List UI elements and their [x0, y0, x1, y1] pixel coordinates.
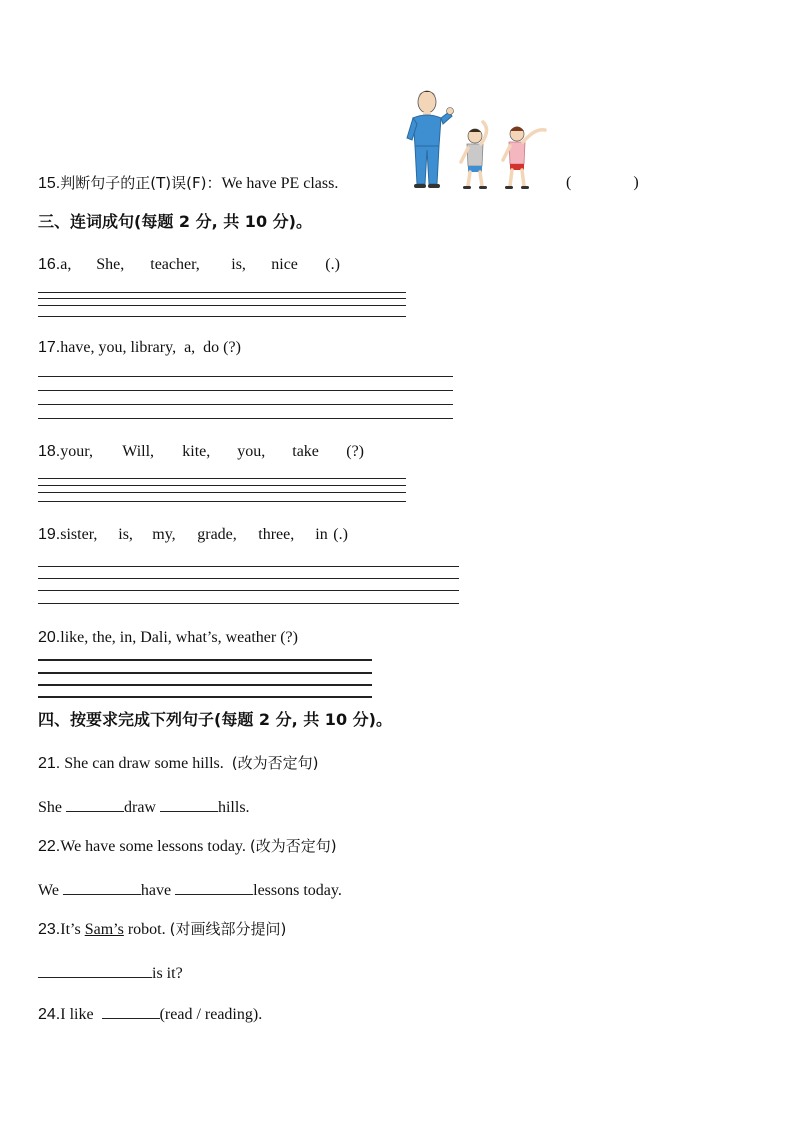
question-sentence: She can draw some hills. [64, 755, 224, 772]
question-number: 22. [38, 838, 61, 855]
question-sentence: I like [60, 1006, 94, 1023]
answer-line[interactable] [38, 376, 453, 377]
question-15 [38, 173, 338, 194]
answer-22 [38, 878, 342, 901]
question-23 [38, 919, 286, 940]
word: a, [184, 339, 196, 356]
fill-blank[interactable] [175, 878, 253, 895]
question-number: 23. [38, 921, 61, 938]
question-sentence: We have PE class. [221, 175, 339, 192]
word: in, [119, 629, 137, 646]
word: is, [118, 526, 133, 543]
answer-text: lessons today. [253, 882, 342, 899]
question-number: 19. [38, 526, 61, 543]
answer-line[interactable] [38, 566, 459, 567]
word: like, [60, 629, 89, 646]
answer-line[interactable] [38, 485, 406, 486]
answer-line[interactable] [38, 684, 372, 686]
word: three, [258, 526, 295, 543]
question-number: 15. [38, 175, 61, 192]
word: you, [98, 339, 127, 356]
word: (.) [325, 256, 340, 273]
question-instruction: (改为否定句) [231, 754, 319, 772]
question-number: 24. [38, 1006, 61, 1023]
word: library, [130, 339, 177, 356]
question-22 [38, 836, 337, 857]
word: weather [225, 629, 277, 646]
question-16 [38, 255, 340, 275]
question-number: 20. [38, 629, 61, 646]
word: (.) [333, 526, 348, 543]
fill-blank[interactable] [66, 795, 124, 812]
fill-blank[interactable] [102, 1002, 160, 1019]
question-number: 17. [38, 339, 61, 356]
answer-line[interactable] [38, 404, 453, 405]
underlined-word: Sam’s [84, 921, 124, 938]
answer-line[interactable] [38, 603, 459, 604]
answer-line[interactable] [38, 590, 459, 591]
question-number: 18. [38, 443, 61, 460]
answer-text: hills. [217, 799, 250, 816]
word: the, [92, 629, 116, 646]
bracket-open: ( [566, 174, 572, 191]
word: (?) [346, 443, 365, 460]
question-number: 16. [38, 256, 61, 273]
answer-line[interactable] [38, 578, 459, 579]
word: do [203, 339, 220, 356]
question-21 [38, 753, 319, 774]
word: (?) [223, 339, 241, 356]
word: kite, [182, 443, 211, 460]
question-18 [38, 442, 364, 462]
answer-bracket[interactable] [566, 173, 639, 193]
answer-line[interactable] [38, 478, 406, 479]
fill-blank[interactable] [160, 795, 218, 812]
answer-line[interactable] [38, 696, 372, 698]
question-instruction: (改为否定句) [249, 837, 337, 855]
question-sentence: We have some lessons today. [60, 838, 246, 855]
word: have, [60, 339, 95, 356]
section-4-heading: 四、按要求完成下列句子(每题 2 分, 共 10 分)。 [38, 710, 392, 729]
answer-text: She [38, 799, 62, 816]
question-19 [38, 525, 348, 545]
word: your, [60, 443, 93, 460]
word: Will, [122, 443, 155, 460]
question-24 [38, 1002, 262, 1025]
word: is, [231, 256, 246, 273]
word: my, [152, 526, 176, 543]
word: (?) [280, 629, 298, 646]
answer-line[interactable] [38, 501, 406, 502]
question-prompt: 判断句子的正(T)误(F)： [60, 174, 222, 192]
question-sentence: It’s [60, 921, 85, 938]
answer-text: draw [124, 799, 156, 816]
answer-line[interactable] [38, 492, 406, 493]
answer-line[interactable] [38, 316, 406, 317]
answer-line[interactable] [38, 298, 406, 299]
word: a, [60, 256, 72, 273]
bracket-close: ) [633, 174, 639, 191]
answer-21 [38, 795, 250, 818]
word: what’s, [175, 629, 222, 646]
word: sister, [60, 526, 98, 543]
fill-blank[interactable] [38, 961, 152, 978]
answer-line[interactable] [38, 292, 406, 293]
section-3-heading: 三、连词成句(每题 2 分, 共 10 分)。 [38, 212, 312, 231]
question-17 [38, 338, 241, 358]
question-20 [38, 628, 298, 648]
answer-line[interactable] [38, 390, 453, 391]
word: teacher, [150, 256, 200, 273]
word: Dali, [140, 629, 172, 646]
question-instruction: (对画线部分提问) [169, 920, 287, 938]
answer-23 [38, 961, 183, 984]
answer-text: have [140, 882, 172, 899]
question-number: 21. [38, 755, 61, 772]
answer-line[interactable] [38, 659, 372, 661]
word: in [315, 526, 328, 543]
answer-line[interactable] [38, 418, 453, 419]
answer-text: is it? [152, 965, 183, 982]
question-sentence: robot. [123, 921, 166, 938]
word: She, [96, 256, 125, 273]
answer-line[interactable] [38, 305, 406, 306]
teacher-and-children-exercising-icon [405, 86, 555, 192]
word: nice [271, 256, 298, 273]
question-options: (read / reading). [159, 1006, 263, 1023]
answer-text: We [38, 882, 59, 899]
answer-line[interactable] [38, 672, 372, 674]
word: take [292, 443, 319, 460]
word: grade, [197, 526, 237, 543]
fill-blank[interactable] [63, 878, 141, 895]
word: you, [237, 443, 266, 460]
